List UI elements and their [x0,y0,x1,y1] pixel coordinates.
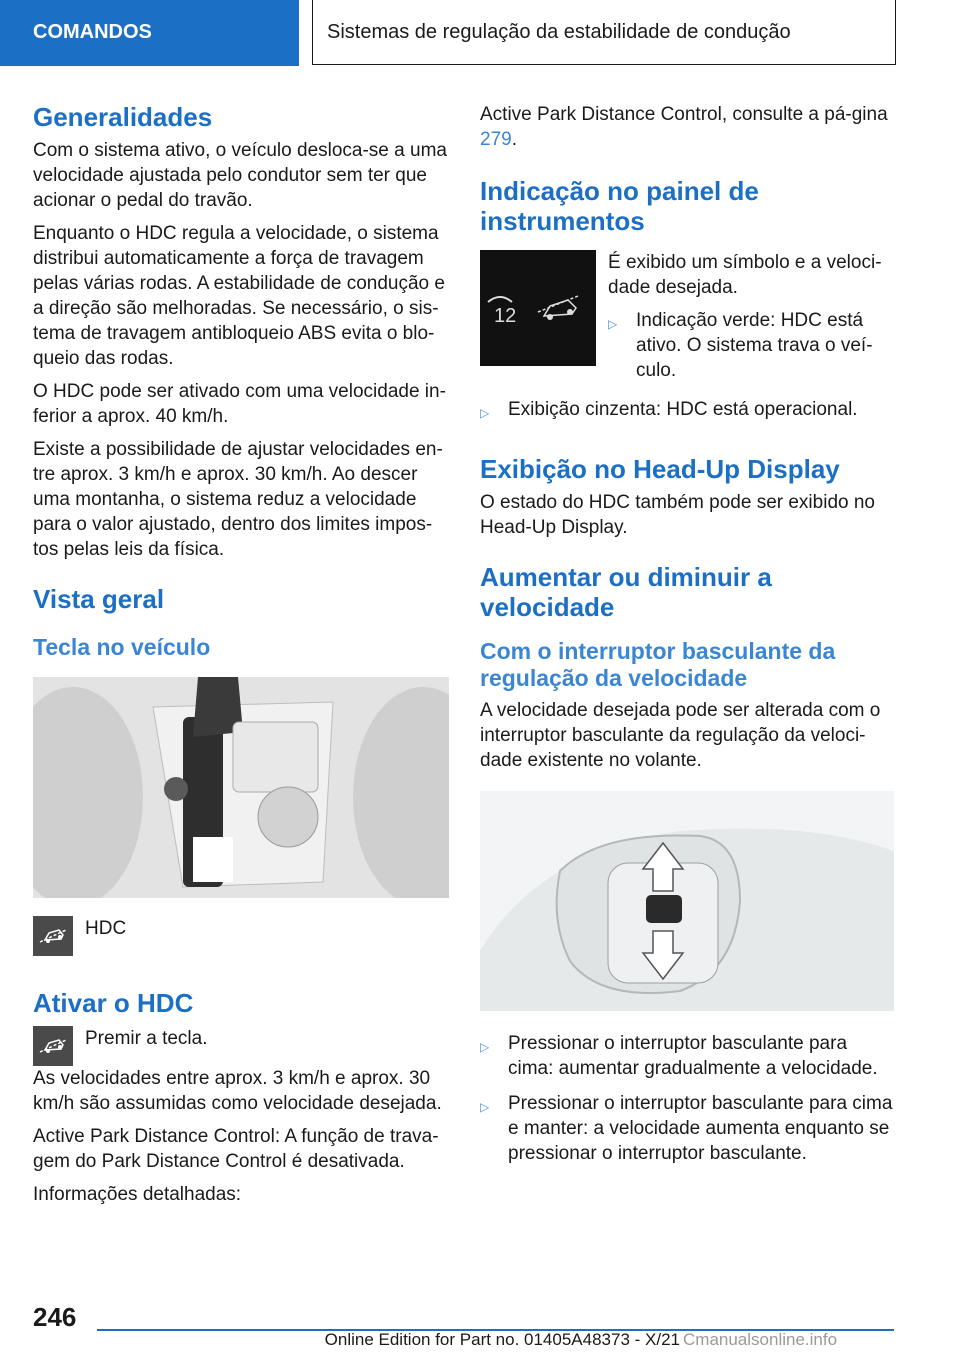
paragraph: As velocidades entre aprox. 3 km/h e aprox. 30 km/h são assumidas como velocidade desejada. [33,1068,442,1114]
page-link[interactable]: 279 [480,129,512,150]
triangle-right-icon: ▷ [480,1100,490,1114]
paragraph: A velocidade desejada pode ser alterada com o interruptor basculante da regulação da veloci-dade existente no volante. [480,700,881,771]
paragraph: Active Park Distance Control: A função de trava-gem do Park Distance Control é desativada. [33,1126,439,1172]
triangle-right-icon: ▷ [480,1040,490,1054]
triangle-right-icon: ▷ [480,406,490,420]
heading-interruptor: Com o interruptor basculante da regulação da velocidade [480,638,836,691]
heading-ativar: Ativar o HDC [33,988,194,1018]
page-number: 246 [33,1302,77,1332]
section-underline [0,64,299,66]
heading-tecla: Tecla no veículo [33,634,211,660]
indicator-text: É exibido um símbolo e a veloci-dade desejada. [608,252,882,298]
list-item [480,1031,896,1081]
edition-text: Online Edition for Part no. 01405A48373 - X/21 [324,1330,680,1349]
list-item-text: Pressionar o interruptor basculante para cima: aumentar gradualmente a velocidade. [508,1033,878,1079]
continued-text: Active Park Distance Control, consulte a pá-gina [480,104,888,125]
paragraph: Informações detalhadas: [33,1184,242,1205]
list-item [480,397,896,426]
right-column [480,102,896,1176]
left-column [33,102,449,1215]
cluster-display-image [480,250,596,366]
paragraph: O HDC pode ser ativado com uma velocidade in-ferior a aprox. 40 km/h. [33,381,446,427]
indicator-block [480,250,896,393]
paragraph: Existe a possibilidade de ajustar velocidades en-tre aprox. 3 km/h e aprox. 30 km/h. Ao descer uma montanha, o sistema reduz a velocidade para o valor ajustado, dentro dos limites impos-tos pelas leis da física. [33,439,443,560]
chapter-title: Sistemas de regulação da estabilidade de condução [327,20,791,43]
activate-instruction [33,1026,449,1066]
paragraph: O estado do HDC também pode ser exibido no Head-Up Display. [480,492,875,538]
section-tab [0,0,299,64]
paragraph: Active Park Distance Control, consulte a pá-gina 279. [480,104,888,150]
cluster-speed: 12 [494,305,517,327]
triangle-right-icon: ▷ [608,317,618,331]
list-item-text: Indicação verde: HDC está ativo. O sistema trava o veí-culo. [636,310,873,381]
list-item-text: Pressionar o interruptor basculante para cima e manter: a velocidade aumenta enquanto se pressionar o interruptor basculante. [508,1093,893,1164]
center-console-photo [33,677,449,898]
hdc-car-slope-icon [33,916,73,956]
heading-indicacao: Indicação no painel de instrumentos [480,176,759,236]
hdc-car-slope-icon [33,1026,73,1066]
heading-vista-geral: Vista geral [33,584,165,614]
paragraph: Com o sistema ativo, o veículo desloca-se a uma velocidade ajustada pelo condutor sem ter que acionar o pedal do travão. [33,140,447,211]
steering-wheel-photo [480,791,894,1011]
section-title: COMANDOS [33,20,152,43]
heading-hud: Exibição no Head-Up Display [480,454,840,484]
press-key-text: Premir a tecla. [85,1028,208,1049]
watermark: Cmanualsonline.info [683,1330,838,1349]
list-item [608,308,896,383]
heading-aumentar: Aumentar ou diminuir a velocidade [480,562,772,622]
heading-generalidades: Generalidades [33,102,213,132]
paragraph: Enquanto o HDC regula a velocidade, o sistema distribui automaticamente a força de travagem pelas várias rodas. A estabilidade de condução e a direção são melhoradas. Se necessário, o sis-tema de travagem antibloqueio ABS evita o blo-queio das rodas. [33,223,445,369]
list-item-text: Exibição cinzenta: HDC está operacional. [508,399,858,420]
chapter-header [312,0,896,65]
hdc-key-legend [33,916,449,956]
hdc-label: HDC [85,918,127,939]
list-item [480,1091,896,1166]
